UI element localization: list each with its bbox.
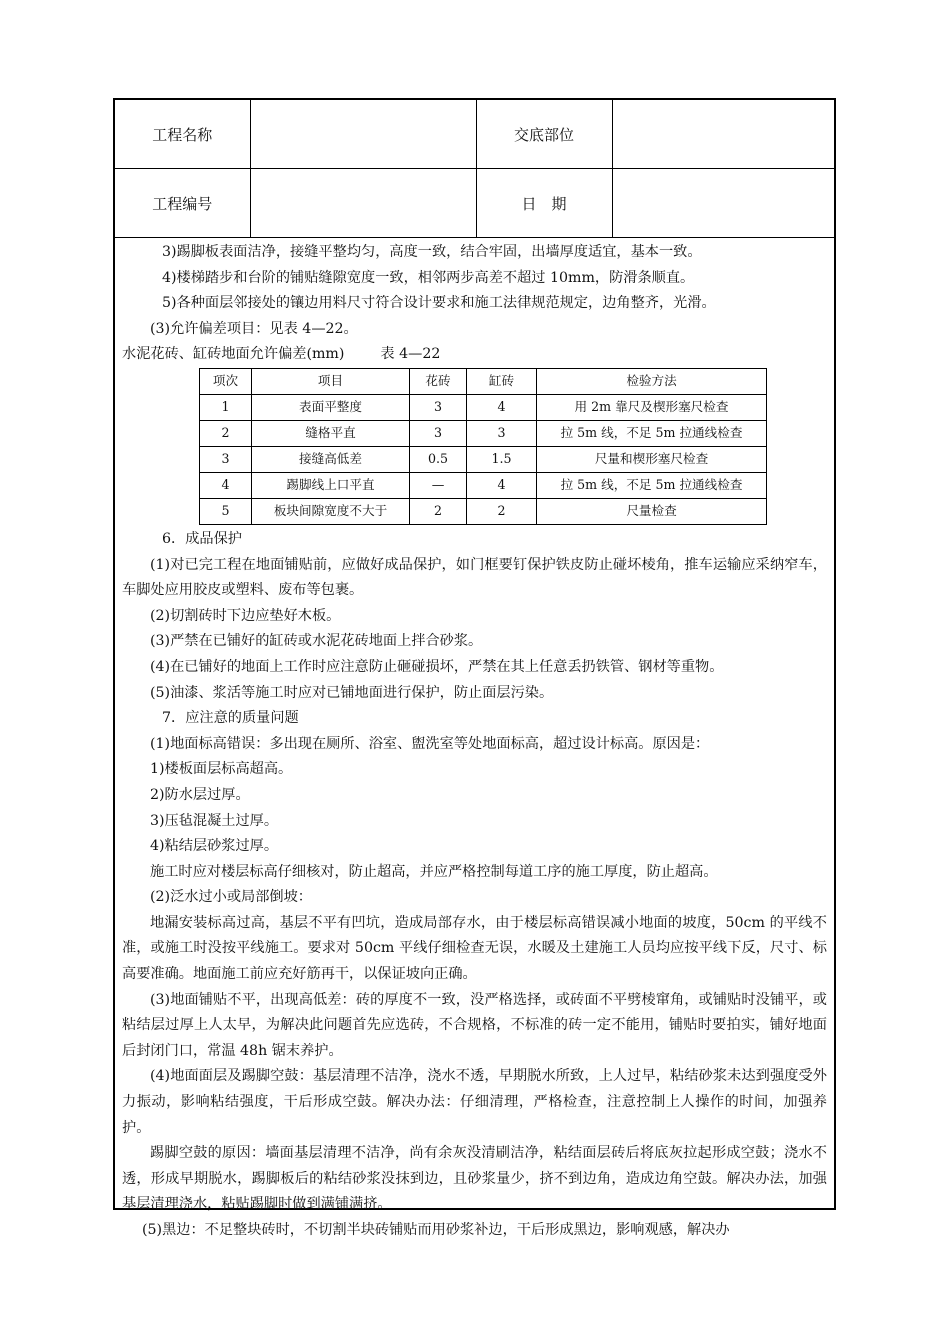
project-name-value[interactable] xyxy=(250,100,476,169)
paragraph: (3)地面铺贴不平，出现高低差：砖的厚度不一致，没严格选择，或砖面不平劈棱窜角，或铺贴时没铺平，或粘结层过厚上人太早，为解决此问题首先应选砖，不合规格，不标准的砖一定不能用，铺贴时要拍实，铺好地面后封闭门口，常温 48h 锯末养护。 xyxy=(122,991,827,1059)
project-no-label: 工程编号 xyxy=(115,169,250,238)
table-cell: 3 xyxy=(467,420,537,446)
deviation-table xyxy=(199,368,767,525)
header-table xyxy=(115,100,834,238)
paragraph: (5)黑边：不足整块砖时，不切割半块砖铺贴而用砂浆补边，干后形成黑边，影响观感，解决办 xyxy=(142,1222,730,1238)
table-cell: 2 xyxy=(410,498,467,524)
project-name-label: 工程名称 xyxy=(115,100,250,169)
col-header-flower-tile: 花砖 xyxy=(410,368,467,394)
paragraph: (5)油漆、浆活等施工时应对已铺地面进行保护，防止面层污染。 xyxy=(150,684,554,701)
table-row xyxy=(200,472,767,498)
table-row xyxy=(200,394,767,420)
handover-part-value[interactable] xyxy=(612,100,834,169)
paragraph: 3)踢脚板表面洁净，接缝平整均匀，高度一致，结合牢固，出墙厚度适宜，基本一致。 xyxy=(162,244,702,260)
table-cell: 1.5 xyxy=(467,446,537,472)
table-caption xyxy=(122,342,827,368)
table-cell: — xyxy=(410,472,467,498)
table-cell: 接缝高低差 xyxy=(252,446,410,472)
table-row xyxy=(200,420,767,446)
table-cell: 0.5 xyxy=(410,446,467,472)
allowance-line: (3)允许偏差项目：见表 4—22。 xyxy=(150,320,358,337)
paragraph: 4)粘结层砂浆过厚。 xyxy=(150,838,279,855)
date-value[interactable] xyxy=(612,169,834,238)
paragraph: (2)切割砖时下边应垫好木板。 xyxy=(150,607,341,624)
table-cell: 尺量检查 xyxy=(537,498,767,524)
col-header-method: 检验方法 xyxy=(537,368,767,394)
table-cell: 尺量和楔形塞尺检查 xyxy=(537,446,767,472)
disclosure-form xyxy=(113,98,836,1238)
table-cell: 缝格平直 xyxy=(252,420,410,446)
table-row xyxy=(200,446,767,472)
table-caption-title: 水泥花砖、缸砖地面允许偏差(mm) xyxy=(122,346,345,363)
section-6-title: 6．成品保护 xyxy=(162,530,242,547)
paragraph: 1)楼板面层标高超高。 xyxy=(150,761,293,778)
paragraph: 地漏安装标高过高，基层不平有凹坑，造成局部存水，由于楼层标高错误减小地面的坡度，50cm 的平线不准，或施工时没按平线施工。要求对 50cm 平线仔细检查无误，水暖及土建施工人员均应按平线下反，尺寸、标高要准确。地面施工前应充好筋再干，以保证坡向正确。 xyxy=(122,914,827,983)
table-cell: 1 xyxy=(200,394,252,420)
paragraph: (2)泛水过小或局部倒坡： xyxy=(150,889,312,906)
col-header-index: 项次 xyxy=(200,368,252,394)
handover-part-label: 交底部位 xyxy=(476,100,612,169)
paragraph: (4)在已铺好的地面上工作时应注意防止砸碰损坏，严禁在其上任意丢扔铁管、钢材等重物。 xyxy=(150,658,724,675)
paragraph: (1)对已完工程在地面铺贴前，应做好成品保护，如门框要钉保护铁皮防止碰坏棱角，推车运输应采纳窄车，车脚处应用胶皮或塑料、废布等包裹。 xyxy=(122,556,827,599)
paragraph: 5)各种面层邻接处的镶边用料尺寸符合设计要求和施工法律规范规定，边角整齐，光滑。 xyxy=(162,295,716,312)
paragraph: 2)防水层过厚。 xyxy=(150,786,250,803)
paragraph: (3)严禁在已铺好的缸砖或水泥花砖地面上拌合砂浆。 xyxy=(150,633,483,650)
paragraph: 施工时应对楼层标高仔细核对，防止超高，并应严格控制每道工序的施工厚度，防止超高。 xyxy=(150,863,718,880)
table-cell: 拉 5m 线，不足 5m 拉通线检查 xyxy=(537,420,767,446)
col-header-clinker-tile: 缸砖 xyxy=(467,368,537,394)
table-row xyxy=(200,498,767,524)
table-cell: 3 xyxy=(410,420,467,446)
table-header-row xyxy=(200,368,767,394)
table-cell: 2 xyxy=(467,498,537,524)
date-label: 日 期 xyxy=(476,169,612,238)
paragraph: 4)楼梯踏步和台阶的铺贴缝隙宽度一致，相邻两步高差不超过 10mm，防滑条顺直。 xyxy=(162,269,695,286)
table-cell: 4 xyxy=(467,394,537,420)
table-cell: 3 xyxy=(410,394,467,420)
table-cell: 板块间隙宽度不大于 xyxy=(252,498,410,524)
paragraph: 3)压毡混凝土过厚。 xyxy=(150,812,279,829)
table-cell: 5 xyxy=(200,498,252,524)
table-cell: 4 xyxy=(200,472,252,498)
paragraph: (1)地面标高错误：多出现在厕所、浴室、盥洗室等处地面标高，超过设计标高。原因是： xyxy=(150,735,710,752)
table-cell: 踢脚线上口平直 xyxy=(252,472,410,498)
table-cell: 拉 5m 线，不足 5m 拉通线检查 xyxy=(537,472,767,498)
table-caption-number: 表 4—22 xyxy=(380,346,441,363)
disclosure-content xyxy=(115,238,834,1244)
paragraph: (4)地面面层及踢脚空鼓：基层清理不洁净，浇水不透，早期脱水所致，上人过早，粘结砂浆未达到强度受外力振动，影响粘结强度，干后形成空鼓。解决办法：仔细清理，严格检查，注意控制上人操作的时间，加强养护。 xyxy=(122,1068,827,1136)
table-cell: 表面平整度 xyxy=(252,394,410,420)
paragraph: 踢脚空鼓的原因：墙面基层清理不洁净，尚有余灰没清刷洁净，粘结面层砖后将底灰拉起形成空鼓；浇水不透，形成早期脱水，踢脚板后的粘结砂浆没抹到边，且砂浆量少，挤不到边角，造成边角空鼓。解决办法，加强基层清理浇水，粘贴踢脚时做到满铺满挤。 xyxy=(122,1145,827,1213)
col-header-item: 项目 xyxy=(252,368,410,394)
table-cell: 用 2m 靠尺及楔形塞尺检查 xyxy=(537,394,767,420)
table-cell: 4 xyxy=(467,472,537,498)
section-7-title: 7．应注意的质量问题 xyxy=(162,710,299,727)
project-no-value[interactable] xyxy=(250,169,476,238)
table-cell: 2 xyxy=(200,420,252,446)
table-cell: 3 xyxy=(200,446,252,472)
